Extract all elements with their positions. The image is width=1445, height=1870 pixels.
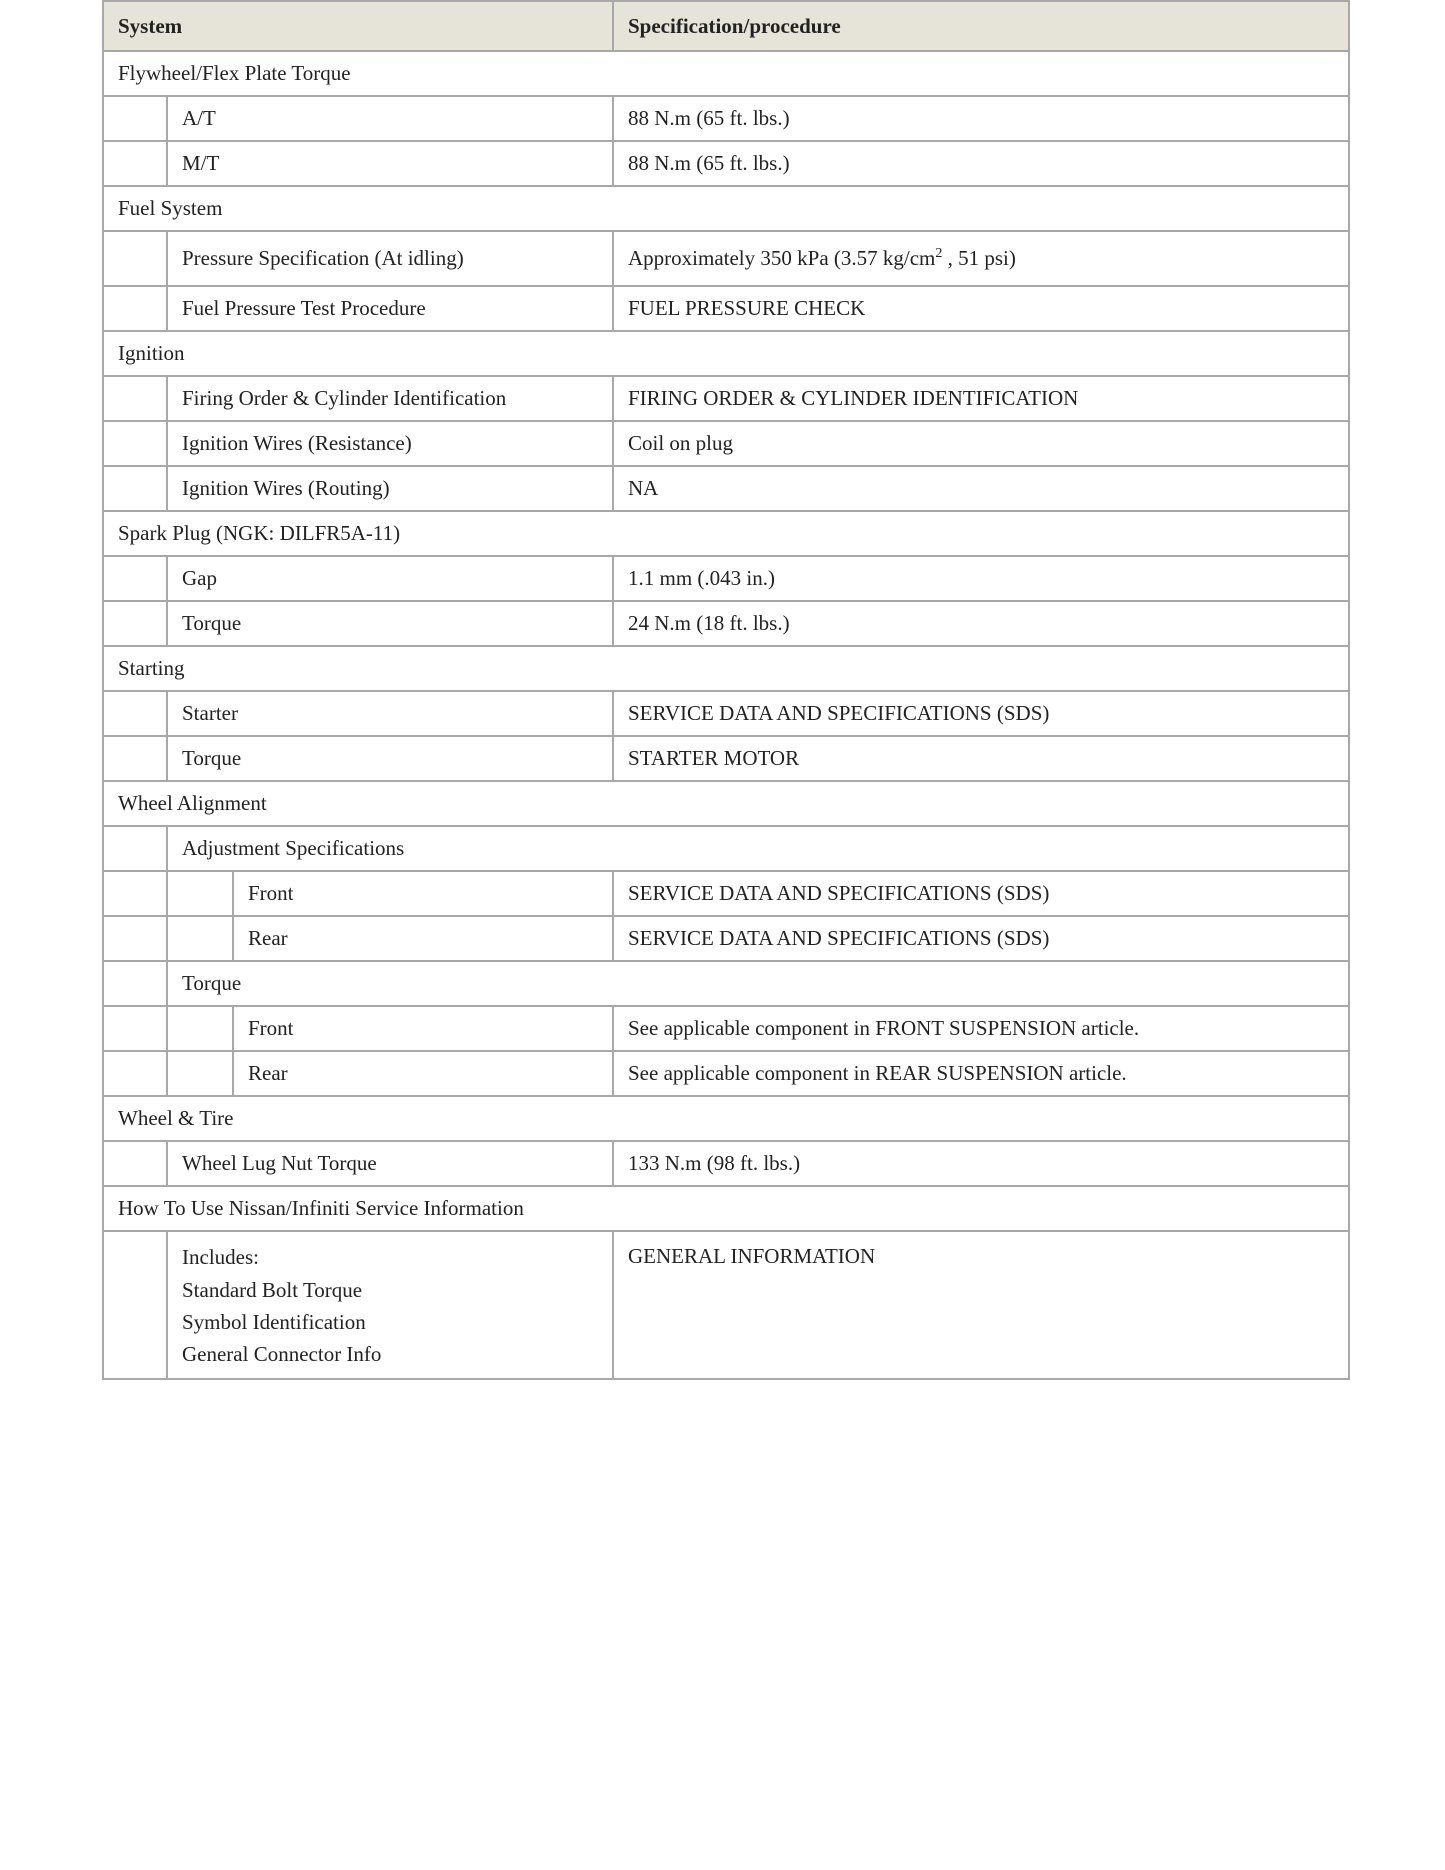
- table-row: [103, 736, 1349, 781]
- section-row: [103, 511, 1349, 556]
- table-row: [103, 466, 1349, 511]
- row-value: 24 N.m (18 ft. lbs.): [613, 601, 1349, 646]
- row-label: Rear: [233, 1051, 613, 1096]
- row-label: Pressure Specification (At idling): [167, 231, 613, 286]
- indent-cell: [103, 826, 167, 871]
- indent-cell: [103, 691, 167, 736]
- row-value: GENERAL INFORMATION: [613, 1231, 1349, 1379]
- section-title-ignition: Ignition: [103, 331, 1349, 376]
- indent-cell: [167, 871, 233, 916]
- section-title-flywheel: Flywheel/Flex Plate Torque: [103, 51, 1349, 96]
- table-row: [103, 1006, 1349, 1051]
- row-label: Gap: [167, 556, 613, 601]
- row-label: Front: [233, 1006, 613, 1051]
- row-label: Starter: [167, 691, 613, 736]
- indent-cell: [103, 231, 167, 286]
- section-title-how-to-use: How To Use Nissan/Infiniti Service Information: [103, 1186, 1349, 1231]
- row-label: Firing Order & Cylinder Identification: [167, 376, 613, 421]
- table-row: [103, 691, 1349, 736]
- section-title-fuel: Fuel System: [103, 186, 1349, 231]
- section-row: [103, 781, 1349, 826]
- row-value: 88 N.m (65 ft. lbs.): [613, 96, 1349, 141]
- row-value: 88 N.m (65 ft. lbs.): [613, 141, 1349, 186]
- indent-cell: [103, 961, 167, 1006]
- row-value: NA: [613, 466, 1349, 511]
- table-row: [103, 871, 1349, 916]
- indent-cell: [103, 96, 167, 141]
- section-row: [103, 331, 1349, 376]
- table-header-row: [103, 1, 1349, 51]
- row-value: STARTER MOTOR: [613, 736, 1349, 781]
- indent-cell: [103, 1231, 167, 1379]
- indent-cell: [103, 1141, 167, 1186]
- table-row: [103, 141, 1349, 186]
- header-system: System: [103, 1, 613, 51]
- indent-cell: [103, 736, 167, 781]
- table-row: [103, 231, 1349, 286]
- table-row: [103, 421, 1349, 466]
- table-row: [103, 556, 1349, 601]
- table-row: [103, 376, 1349, 421]
- row-value: SERVICE DATA AND SPECIFICATIONS (SDS): [613, 871, 1349, 916]
- pressure-value-text: Approximately 350 kPa (3.57 kg/cm: [628, 246, 936, 270]
- includes-line: Standard Bolt Torque: [182, 1278, 363, 1302]
- subsection-row: [103, 961, 1349, 1006]
- row-value: FUEL PRESSURE CHECK: [613, 286, 1349, 331]
- subsection-title-torque: Torque: [167, 961, 1349, 1006]
- table-row: [103, 1051, 1349, 1096]
- section-row: [103, 1096, 1349, 1141]
- indent-cell: [103, 601, 167, 646]
- row-value: 133 N.m (98 ft. lbs.): [613, 1141, 1349, 1186]
- section-row: [103, 646, 1349, 691]
- row-label: Rear: [233, 916, 613, 961]
- row-label: Wheel Lug Nut Torque: [167, 1141, 613, 1186]
- indent-cell: [103, 421, 167, 466]
- table-row: [103, 286, 1349, 331]
- indent-cell: [103, 1051, 167, 1096]
- indent-cell: [103, 376, 167, 421]
- row-value: SERVICE DATA AND SPECIFICATIONS (SDS): [613, 691, 1349, 736]
- indent-cell: [167, 916, 233, 961]
- indent-cell: [103, 286, 167, 331]
- includes-list: [167, 1231, 613, 1379]
- indent-cell: [103, 466, 167, 511]
- section-row: [103, 1186, 1349, 1231]
- row-label: Fuel Pressure Test Procedure: [167, 286, 613, 331]
- includes-line: Includes:: [182, 1245, 259, 1269]
- indent-cell: [103, 916, 167, 961]
- pressure-value-text-end: , 51 psi): [942, 246, 1016, 270]
- subsection-title-adjustment: Adjustment Specifications: [167, 826, 1349, 871]
- row-value: See applicable component in FRONT SUSPENSION article.: [613, 1006, 1349, 1051]
- row-label: Front: [233, 871, 613, 916]
- row-label: Torque: [167, 601, 613, 646]
- table-row: [103, 601, 1349, 646]
- row-label: Torque: [167, 736, 613, 781]
- pressure-value-superscript: 2: [935, 246, 943, 261]
- row-value: Coil on plug: [613, 421, 1349, 466]
- row-label: M/T: [167, 141, 613, 186]
- includes-line: General Connector Info: [182, 1342, 382, 1366]
- row-value: FIRING ORDER & CYLINDER IDENTIFICATION: [613, 376, 1349, 421]
- section-title-wheel-alignment: Wheel Alignment: [103, 781, 1349, 826]
- subsection-row: [103, 826, 1349, 871]
- indent-cell: [103, 871, 167, 916]
- table-row: [103, 916, 1349, 961]
- section-title-spark-plug: Spark Plug (NGK: DILFR5A-11): [103, 511, 1349, 556]
- header-specification: Specification/procedure: [613, 1, 1349, 51]
- row-label: Ignition Wires (Resistance): [167, 421, 613, 466]
- indent-cell: [103, 141, 167, 186]
- section-row: [103, 186, 1349, 231]
- row-label: A/T: [167, 96, 613, 141]
- row-value: 1.1 mm (.043 in.): [613, 556, 1349, 601]
- table-row: [103, 1231, 1349, 1379]
- row-label: Ignition Wires (Routing): [167, 466, 613, 511]
- row-value: SERVICE DATA AND SPECIFICATIONS (SDS): [613, 916, 1349, 961]
- table-row: [103, 96, 1349, 141]
- indent-cell: [167, 1051, 233, 1096]
- section-title-starting: Starting: [103, 646, 1349, 691]
- row-value: See applicable component in REAR SUSPENSION article.: [613, 1051, 1349, 1096]
- section-row: [103, 51, 1349, 96]
- indent-cell: [167, 1006, 233, 1051]
- indent-cell: [103, 556, 167, 601]
- specification-table: [102, 0, 1350, 1380]
- includes-line: Symbol Identification: [182, 1310, 366, 1334]
- section-title-wheel-tire: Wheel & Tire: [103, 1096, 1349, 1141]
- row-value: [613, 231, 1349, 286]
- indent-cell: [103, 1006, 167, 1051]
- table-row: [103, 1141, 1349, 1186]
